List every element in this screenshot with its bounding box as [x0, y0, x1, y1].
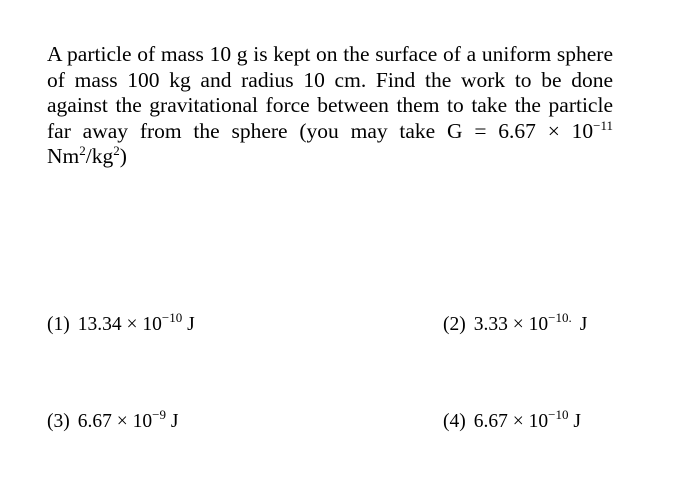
unit-nm-exponent: 2 — [79, 143, 86, 158]
unit-nm: Nm — [47, 144, 80, 168]
option-4[interactable] — [443, 407, 581, 434]
option-2-mantissa: 3.33 × 10 — [473, 314, 549, 335]
option-3-unit: J — [170, 411, 179, 432]
option-1[interactable] — [47, 310, 195, 337]
option-4-label: (4) — [443, 411, 466, 432]
option-2-unit: J — [579, 314, 588, 335]
option-3-label: (3) — [47, 411, 70, 432]
option-2[interactable] — [443, 310, 588, 337]
question-text — [47, 42, 613, 170]
question-body: A particle of mass 10 g is kept on the surface of a uniform sphere of mass 100 kg and radius 10 cm. Find the work to be done against the gravitational force between them to take the particle far away from the sphere (you may take G = 6.67 × 10 — [47, 42, 613, 143]
option-4-mantissa: 6.67 × 10 — [473, 411, 549, 432]
option-1-mantissa: 13.34 × 10 — [77, 314, 162, 335]
option-3-exponent: −9 — [152, 407, 166, 422]
unit-kg: /kg — [85, 144, 114, 168]
option-1-label: (1) — [47, 314, 70, 335]
option-2-label: (2) — [443, 314, 466, 335]
option-4-exponent: −10 — [548, 407, 569, 422]
closing-paren: ) — [119, 144, 127, 168]
option-2-exponent: −10. — [548, 310, 572, 325]
option-3[interactable] — [47, 407, 179, 434]
option-4-unit: J — [573, 411, 581, 432]
option-1-unit: J — [187, 314, 195, 335]
g-exponent: −11 — [593, 117, 613, 133]
option-1-exponent: −10 — [161, 310, 183, 325]
option-3-mantissa: 6.67 × 10 — [77, 411, 153, 432]
unit-kg-exponent: 2 — [113, 143, 120, 158]
